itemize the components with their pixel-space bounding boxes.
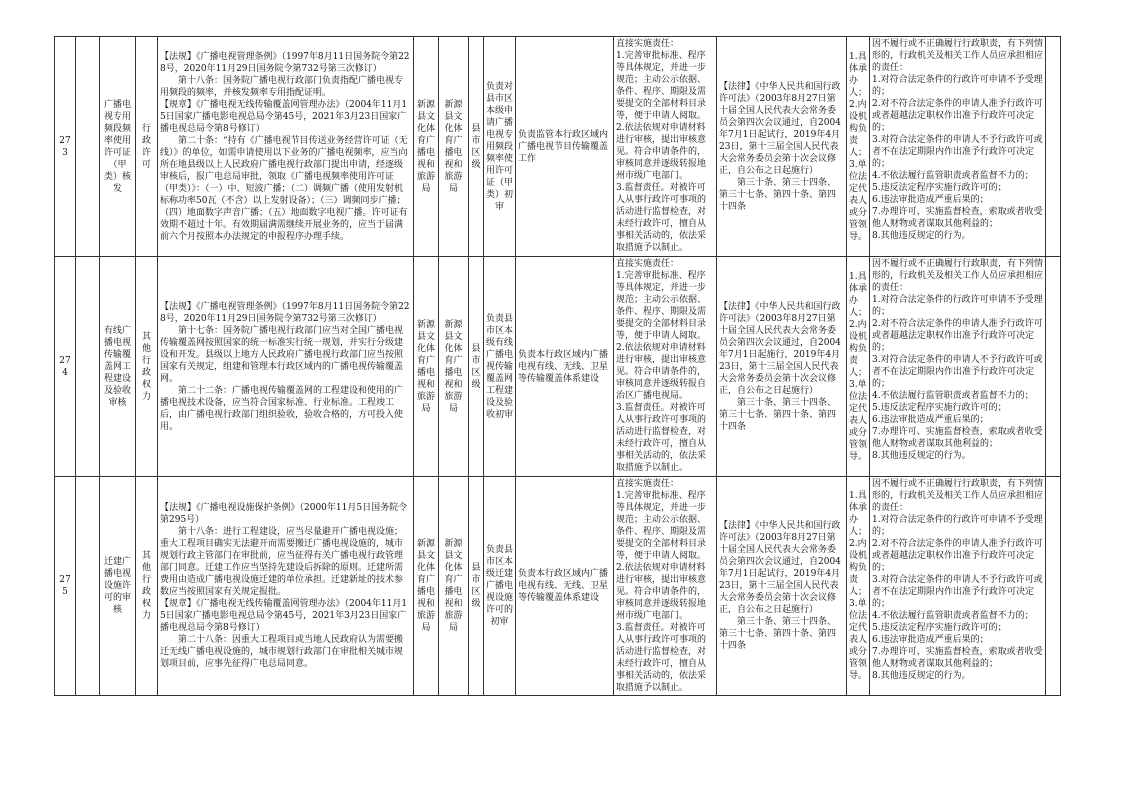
duty-line: 直接实施责任： [616, 479, 680, 489]
duty-line: 3.监督责任。对被许可人从事行政许可事项的活动进行监督检查，对未经行政许可，擅自从事相关活动的，依法采取措施予以制止。 [616, 403, 707, 473]
duty-line: 3.监督责任。对被许可人从事行政许可事项的活动进行监督检查，对未经行政许可，擅自从事相关活动的，依法采取措施予以制止。 [616, 183, 707, 253]
acc-line: 3.对符合法定条件的申请人不予行政许可或者不在法定期限内作出准予行政许可决定的； [872, 575, 1043, 609]
remark-cell [1046, 37, 1061, 257]
acc-line: 4.不依法履行监管职责或者监督不力的； [872, 171, 1034, 181]
basis-line: 第十八条：进行工程建设，应当尽量避开广播电视设施；重大工程项目确实无法避开而需要搬迁广播电视设施的，城市规划行政主管部门在审批前，应当征得有关广播电视行政管理部门同意。迁建工作应当坚持先建设后拆除的原则。迁建所需费用由造成广播电视设施迁建的单位承担。迁建新址的技术参数应当按照国家有关规定报批。 [160, 527, 404, 597]
blank-cell [76, 477, 100, 696]
responsible-subject: 1.具体承办人；2.内设机构负责人；3.单位法定代表人或分管领导。 [847, 37, 870, 257]
row-number: 274 [55, 257, 76, 477]
duty-list [614, 37, 717, 257]
responsible-subject: 1.具体承办人；2.内设机构负责人；3.单位法定代表人或分管领导。 [847, 477, 870, 696]
responsible-department: 新源县文化体育广播电视和旅游局 [439, 477, 469, 696]
table-row [55, 257, 1061, 477]
duty-line: 2.依法依规对申请材料进行审核，提出审核意见。符合申请条件的，审核同意并逐级转报地州市级广电部门。 [616, 563, 707, 621]
item-name: 有线广播电视传输覆盖网工程建设及验收审核 [100, 257, 136, 477]
accountability-list [870, 257, 1046, 477]
implementing-department: 新源县文化体育广播电视和旅游局 [414, 257, 439, 477]
accountability-list [870, 477, 1046, 696]
table-row [55, 37, 1061, 257]
power-list-table [54, 36, 1061, 696]
law-basis [717, 477, 847, 696]
remark-cell [1046, 257, 1061, 477]
duty-line: 1.完善审批标准、程序等具体规定，并进一步规范；主动公示依据、条件、程序、期限及需要提交的全部材料目录等，便于申请人阅取。 [616, 271, 707, 341]
acc-line: 2.对不符合法定条件的申请人准予行政许可或者超越法定职权作出准予行政许可决定的； [872, 539, 1043, 573]
law-line: 【法律】《中华人民共和国行政许可法》（2003年8月27日第十届全国人民代表大会常务委员会第四次会议通过，自2004年7月1日起施行，2019年4月23日，第十三届全国人民代表大会常务委员会第十次会议修正，自公布之日起施行） [719, 301, 841, 396]
law-line: 【法律】《中华人民共和国行政许可法》（2003年8月27日第十届全国人民代表大会常务委员会第四次会议通过，自2004年7月1日起试行，2019年4月23日，第十三届全国人民代表大会常务委员会第十次会议修正，自公布之日起施行） [719, 521, 841, 615]
responsibility-scope: 负责对县市区本级申请广播电视专用频段频率使用许可证（甲类）初审 [484, 37, 516, 257]
table-row [55, 477, 1061, 696]
acc-line: 8.其他违反规定的行为。 [872, 671, 971, 681]
item-name: 迁建广播电视设施许可的审核 [100, 477, 136, 696]
item-type: 其他行政权力 [136, 477, 158, 696]
supervision-content: 负责本行政区域内广播电视有线、无线、卫星等传输覆盖体系建设 [516, 477, 614, 696]
duty-line: 1.完善审批标准、程序等具体规定，并进一步规范；主动公示依据、条件、程序、期限及需要提交的全部材料目录等，便于申请人阅取。 [616, 491, 707, 561]
acc-line: 5.违反法定程序实施行政许可的； [872, 183, 1007, 193]
implementing-department: 新源县文化体育广播电视和旅游局 [414, 477, 439, 696]
acc-line: 因不履行或不正确履行行政职责，有下列情形的，行政机关及相关工作人员应承担相应的责任： [872, 39, 1044, 73]
acc-line: 因不履行或不正确履行行政职责，有下列情形的，行政机关及相关工作人员应承担相应的责任： [872, 259, 1044, 293]
basis-line: 第二十条：“持有《广播电视节目传送业务经营许可证（无线）》的单位，如需申请使用以下业务的广播电视频率，应当向所在地县级以上人民政府广播电视行政部门提出申请，经逐级审核后，报广电总局审批，领取《广播电视频率使用许可证（甲类）》：（一）中、短波广播；（二）调频广播（使用发射机标称功率50瓦（不含）以上发射设备）；（三）调频同步广播；（四）地面数字声音广播；（五）地面数字电视广播。许可证有效期不超过十年。有效期届满需继续开展业务的，应当于届满前六个月按照本办法规定的申报程序办理手续。 [160, 135, 408, 242]
acc-line: 6.违法审批造成严重后果的； [872, 415, 989, 425]
item-name: 广播电视专用频段频率使用许可证（甲类）核发 [100, 37, 136, 257]
responsibility-scope: 负责县市区本级迁建广播电视设施许可的初审 [484, 477, 516, 696]
supervision-content: 负责本行政区域内广播电视有线、无线、卫星等传输覆盖体系建设 [516, 257, 614, 477]
basis-line: 【规章】《广播电视无线传输覆盖网管理办法》（2004年11月15日国家广播电影电视总局令第45号，2021年3月23日国家广播电视总局令第8号修订） [160, 599, 408, 633]
basis-line: 【法规】《广播电视设施保护条例》（2000年11月5日国务院令第295号） [160, 503, 408, 525]
admin-level: 县市区级 [469, 37, 484, 257]
responsible-department: 新源县文化体育广播电视和旅游局 [439, 37, 469, 257]
responsible-subject: 1.具体承办人；2.内设机构负责人；3.单位法定代表人或分管领导。 [847, 257, 870, 477]
law-basis [717, 257, 847, 477]
acc-line: 6.违法审批造成严重后果的； [872, 635, 989, 645]
acc-line: 4.不依法履行监管职责或者监督不力的； [872, 391, 1034, 401]
acc-line: 8.其他违反规定的行为。 [872, 231, 971, 241]
acc-line: 2.对不符合法定条件的申请人准予行政许可或者超越法定职权作出准予行政许可决定的； [872, 99, 1043, 133]
supervision-content: 负责监管本行政区域内广播电视节目传输覆盖工作 [516, 37, 614, 257]
basis-line: 第二十八条：因重大工程项目或当地人民政府认为需要搬迁无线广播电视设施的，城市规划行政部门在审批相关城市规划项目前，应事先征得广电总局同意。 [160, 635, 404, 669]
duty-line: 直接实施责任： [616, 259, 680, 269]
blank-cell [76, 257, 100, 477]
law-line: 【法律】《中华人民共和国行政许可法》（2003年8月27日第十届全国人民代表大会常务委员会第四次会议通过，自2004年7月1日起试行，2019年4月23日，第十三届全国人民代表大会常务委员会第十次会议修正，自公布之日起施行） [719, 81, 841, 176]
duty-list [614, 257, 717, 477]
basis-line: 第二十二条：广播电视传输覆盖网的工程建设和使用的广播电视技术设备，应当符合国家标准、行业标准。工程竣工后，由广播电视行政部门组织验收，验收合格的，方可投入使用。 [160, 385, 404, 432]
acc-line: 6.违法审批造成严重后果的； [872, 195, 989, 205]
legal-basis [158, 257, 414, 477]
basis-line: 第十八条：国务院广播电视行政部门负责指配广播电视专用频段的频率，并核发频率专用指配证明。 [160, 75, 404, 98]
admin-level: 县市区级 [469, 477, 484, 696]
law-line: 第三十条、第三十四条、第三十七条、第四十条、第四十四条 [719, 617, 837, 651]
acc-line: 7.办理许可、实施监督检查，索取或者收受他人财物或者谋取其他利益的； [872, 647, 1043, 669]
duty-line: 直接实施责任： [616, 39, 680, 49]
blank-cell [76, 37, 100, 257]
basis-line: 【法规】《广播电视管理条例》（1997年8月11日国务院令第228号，2020年11月29日国务院令第732号第三次修订） [160, 301, 410, 324]
item-type: 其他行政权力 [136, 257, 158, 477]
acc-line: 7.办理许可、实施监督检查，索取或者收受他人财物或者谋取其他利益的； [872, 427, 1043, 449]
acc-line: 1.对符合法定条件的行政许可申请不予受理的； [872, 295, 1043, 317]
basis-line: 第十七条：国务院广播电视行政部门应当对全国广播电视传输覆盖网按照国家的统一标准实行统一规划，并实行分级建设和开发。县级以上地方人民政府广播电视行政部门应当按照国家有关规定，组建和管理本行政区域内的广播电视传输覆盖网。 [160, 325, 404, 384]
acc-line: 1.对符合法定条件的行政许可申请不予受理的； [872, 75, 1043, 97]
accountability-list [870, 37, 1046, 257]
basis-line: 【法规】《广播电视管理条例》（1997年8月11日国务院令第228号，2020年11月29日国务院令第732号第三次修订） [160, 51, 410, 74]
admin-level: 县市区级 [469, 257, 484, 477]
responsible-department: 新源县文化体育广播电视和旅游局 [439, 257, 469, 477]
acc-line: 因不履行或不正确履行行政职责，有下列情形的，行政机关及相关工作人员应承担相应的责任： [872, 479, 1044, 513]
row-number: 273 [55, 37, 76, 257]
basis-line: 【规章】《广播电视无线传输覆盖网管理办法》（2004年11月15日国家广播电影电视总局令第45号，2021年3月23日国家广播电视总局令第8号修订） [160, 99, 408, 134]
duty-list [614, 477, 717, 696]
row-number: 275 [55, 477, 76, 696]
acc-line: 5.违反法定程序实施行政许可的； [872, 623, 1007, 633]
acc-line: 5.违反法定程序实施行政许可的； [872, 403, 1007, 413]
duty-line: 3.监督责任。对被许可人从事行政许可事项的活动进行监督检查，对未经行政许可，擅自从事相关活动的，依法采取措施予以制止。 [616, 623, 707, 693]
acc-line: 2.对不符合法定条件的申请人准予行政许可或者超越法定职权作出准予行政许可决定的； [872, 319, 1043, 353]
acc-line: 3.对符合法定条件的申请人不予行政许可或者不在法定期限内作出准予行政许可决定的； [872, 355, 1043, 389]
item-type: 行政许可 [136, 37, 158, 257]
duty-line: 2.依法依规对申请材料进行审核，提出审核意见。符合申请条件的，审核同意并逐级转报自治区广播电视局。 [616, 343, 707, 401]
responsibility-scope: 负责县市区本级有线广播电视传输覆盖网工程建设及验收初审 [484, 257, 516, 477]
legal-basis [158, 37, 414, 257]
remark-cell [1046, 477, 1061, 696]
duty-line: 2.依法依规对申请材料进行审核，提出审核意见。符合申请条件的，审核同意并逐级转报地州市级广电部门。 [616, 123, 707, 181]
acc-line: 7.办理许可、实施监督检查，索取或者收受他人财物或者谋取其他利益的； [872, 207, 1043, 229]
law-line: 第三十条、第三十四条、第三十七条、第四十条、第四十四条 [719, 397, 837, 432]
law-line: 第三十条、第三十四条、第三十七条、第四十条、第四十四条 [719, 177, 837, 212]
implementing-department: 新源县文化体育广播电视和旅游局 [414, 37, 439, 257]
acc-line: 8.其他违反规定的行为。 [872, 451, 971, 461]
acc-line: 4.不依法履行监管职责或者监督不力的； [872, 611, 1034, 621]
acc-line: 3.对符合法定条件的申请人不予行政许可或者不在法定期限内作出准予行政许可决定的； [872, 135, 1043, 169]
acc-line: 1.对符合法定条件的行政许可申请不予受理的； [872, 515, 1043, 537]
legal-basis [158, 477, 414, 696]
duty-line: 1.完善审批标准、程序等具体规定，并进一步规范；主动公示依据、条件、程序、期限及需要提交的全部材料目录等，便于申请人阅取。 [616, 51, 707, 121]
law-basis [717, 37, 847, 257]
